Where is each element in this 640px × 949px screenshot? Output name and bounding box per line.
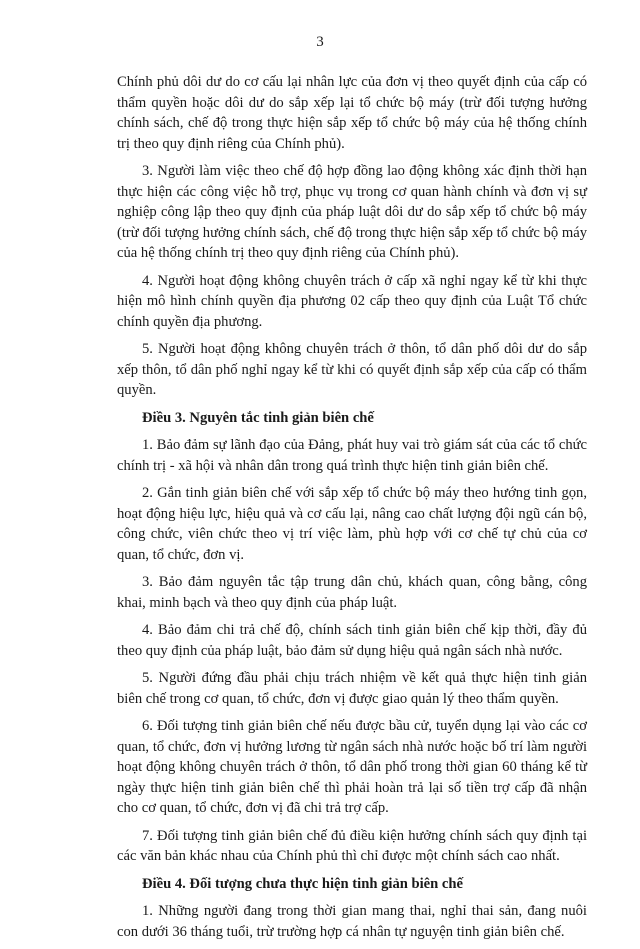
page-number: 3 bbox=[316, 34, 324, 50]
paragraph: 3. Người làm việc theo chế độ hợp đồng lao động không xác định thời hạn thực hiện các công việc hỗ trợ, phục vụ trong cơ quan hành chính và đơn vị sự nghiệp công lập theo quy định của pháp luật dôi dư do sắp xếp tổ chức bộ máy (trừ đối tượng hưởng chính sách, chế độ trong thực hiện sắp xếp tổ chức bộ máy của hệ thống chính trị theo quy định riêng của Chính phủ). bbox=[117, 163, 587, 261]
paragraph: 1. Bảo đảm sự lãnh đạo của Đảng, phát huy vai trò giám sát của các tổ chức chính trị - xã hội và nhân dân trong quá trình thực hiện tinh giản biên chế. bbox=[117, 437, 587, 474]
document-body bbox=[117, 72, 587, 949]
paragraph: 4. Bảo đảm chi trả chế độ, chính sách tinh giản biên chế kịp thời, đầy đủ theo quy định của pháp luật, bảo đảm sử dụng hiệu quả ngân sách nhà nước. bbox=[117, 622, 587, 659]
paragraph: 5. Người hoạt động không chuyên trách ở thôn, tổ dân phố dôi dư do sắp xếp thôn, tổ dân phố nghỉ ngay kể từ khi có quyết định sắp xếp của cấp có thẩm quyền. bbox=[117, 341, 587, 398]
paragraph: 7. Đối tượng tinh giản biên chế đủ điều kiện hưởng chính sách quy định tại các văn bản khác nhau của Chính phủ thì chỉ được một chính sách cao nhất. bbox=[117, 827, 587, 864]
paragraph: 5. Người đứng đầu phải chịu trách nhiệm về kết quả thực hiện tinh giản biên chế trong cơ quan, tổ chức, đơn vị được giao quản lý theo thẩm quyền. bbox=[117, 670, 587, 707]
paragraph: Chính phủ dôi dư do cơ cấu lại nhân lực của đơn vị theo quyết định của cấp có thẩm quyền hoặc dôi dư do sắp xếp lại tổ chức bộ máy (trừ đối tượng hưởng chính sách, chế độ trong thực hiện sắp xếp tổ chức bộ máy của hệ thống chính trị theo quy định riêng của Chính phủ). bbox=[117, 74, 587, 152]
paragraph: 3. Bảo đảm nguyên tắc tập trung dân chủ, khách quan, công bằng, công khai, minh bạch và theo quy định của pháp luật. bbox=[117, 574, 587, 611]
paragraph: 4. Người hoạt động không chuyên trách ở cấp xã nghỉ ngay kể từ khi thực hiện mô hình chính quyền địa phương 02 cấp theo quy định của Luật Tổ chức chính quyền địa phương. bbox=[117, 272, 587, 330]
article-heading: Điều 3. Nguyên tắc tinh giản biên chế bbox=[142, 409, 374, 426]
article-heading: Điều 4. Đối tượng chưa thực hiện tinh giản biên chế bbox=[142, 875, 463, 892]
paragraph: 1. Những người đang trong thời gian mang thai, nghỉ thai sản, đang nuôi con dưới 36 tháng tuổi, trừ trường hợp cá nhân tự nguyện tinh giản biên chế. bbox=[117, 903, 587, 940]
paragraph: 2. Gắn tinh giản biên chế với sắp xếp tổ chức bộ máy theo hướng tinh gọn, hoạt động hiệu lực, hiệu quả và cơ cấu lại, nâng cao chất lượng đội ngũ cán bộ, công chức, viên chức theo vị trí việc làm, phù hợp với cơ chế tự chủ của cơ quan, tổ chức, đơn vị. bbox=[117, 485, 587, 563]
paragraph: 6. Đối tượng tinh giản biên chế nếu được bầu cử, tuyển dụng lại vào các cơ quan, tổ chức, đơn vị hưởng lương từ ngân sách nhà nước hoặc bố trí làm người hoạt động không chuyên trách ở thôn, tổ dân phố trong thời gian 60 tháng kể từ ngày thực hiện tinh giản biên chế thì phải hoàn trả lại số tiền trợ cấp đã nhận cho cơ quan, tổ chức, đơn vị đã chi trả trợ cấp. bbox=[117, 718, 587, 816]
